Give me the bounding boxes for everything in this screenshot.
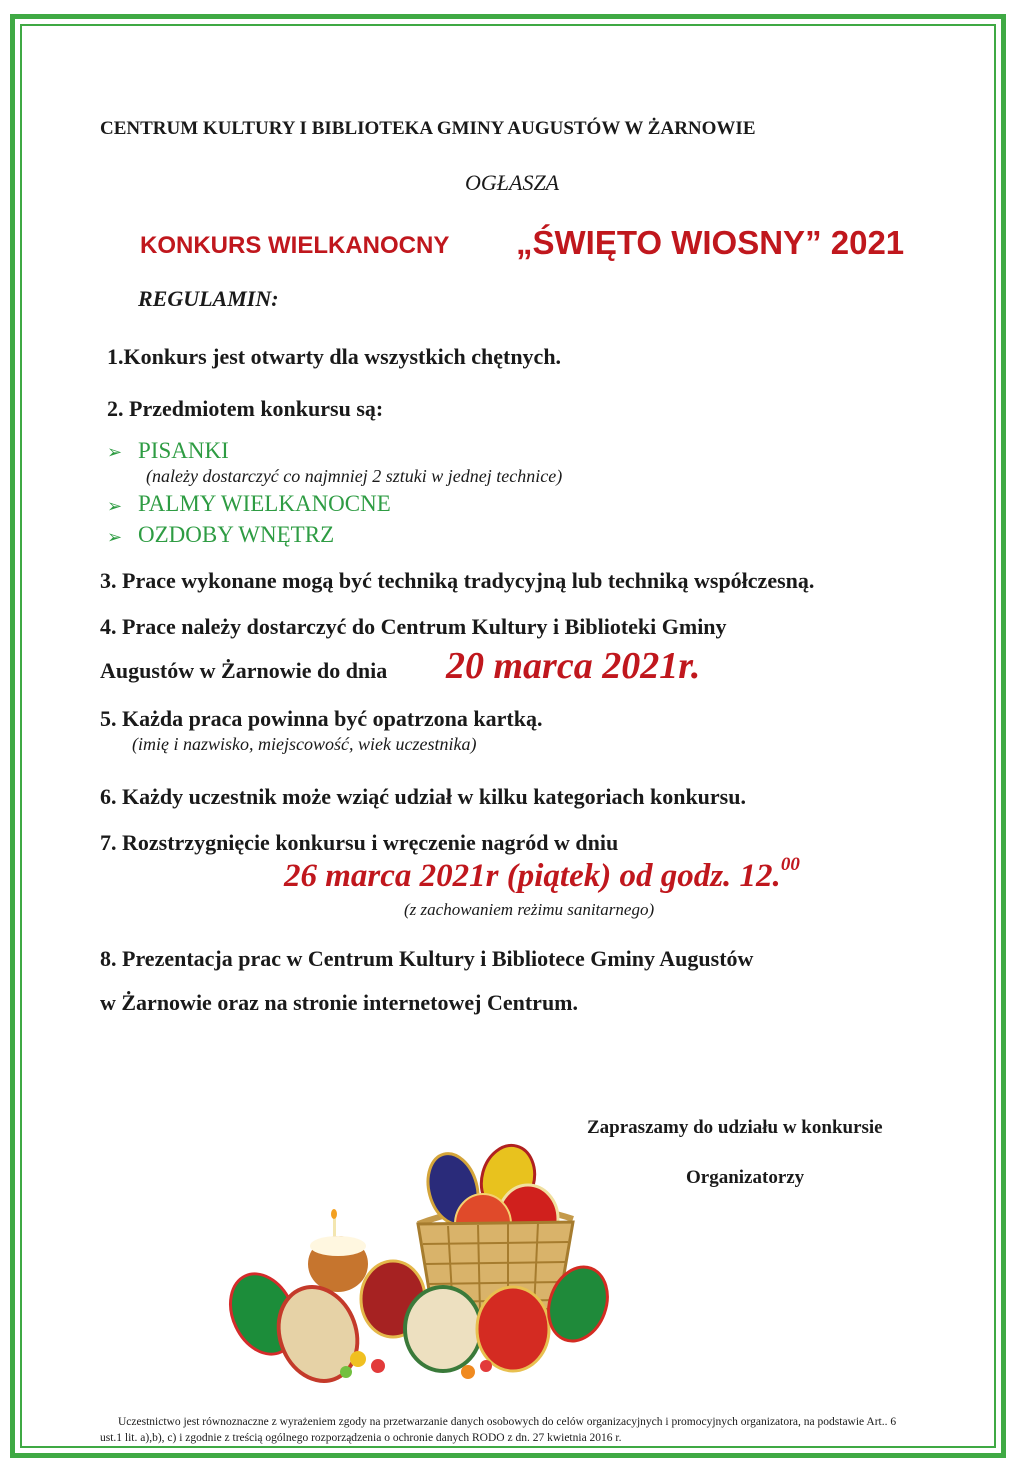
- bullet-arrow-icon: ➢: [107, 496, 123, 516]
- rule-4-line2: Augustów w Żarnowie do dnia: [100, 658, 388, 683]
- category-palmy: PALMY WIELKANOCNE: [138, 491, 391, 516]
- bullet-arrow-icon: ➢: [107, 442, 123, 462]
- regulations-heading: REGULAMIN:: [138, 286, 279, 311]
- award-date-text: 26 marca 2021r (piątek) od godz. 12.: [284, 858, 781, 894]
- rule-5: 5. Każda praca powinna być opatrzona kartką.: [100, 706, 543, 731]
- rule-1: 1.Konkurs jest otwarty dla wszystkich chętnych.: [107, 344, 562, 369]
- rule-8-line2: w Żarnowie oraz na stronie internetowej Centrum.: [100, 990, 579, 1015]
- rule-2: 2. Przedmiotem konkursu są:: [107, 396, 384, 421]
- signature-text: Organizatorzy: [686, 1167, 805, 1188]
- rule-5-note: (imię i nazwisko, miejscowość, wiek uczestnika): [132, 734, 477, 754]
- category-pisanki-note: (należy dostarczyć co najmniej 2 sztuki w jednej technice): [146, 466, 563, 486]
- award-date: [284, 854, 800, 895]
- rule-8-line1: 8. Prezentacja prac w Centrum Kultury i Bibliotece Gminy Augustów: [100, 946, 754, 971]
- invitation-text: Zapraszamy do udziału w konkursie: [587, 1117, 883, 1138]
- footer-consent-note: [100, 1414, 920, 1446]
- contest-title: „ŚWIĘTO WIOSNY” 2021: [516, 224, 905, 261]
- easter-eggs-basket-image: [228, 1134, 618, 1384]
- category-pisanki: PISANKI: [138, 438, 229, 463]
- rule-7-note: (z zachowaniem reżimu sanitarnego): [404, 900, 655, 919]
- organization-name: CENTRUM KULTURY I BIBLIOTEKA GMINY AUGUSTÓW W ŻARNOWIE: [100, 118, 756, 139]
- contest-label: KONKURS WIELKANOCNY: [140, 232, 450, 259]
- category-ozdoby: OZDOBY WNĘTRZ: [138, 522, 335, 547]
- rule-6: 6. Każdy uczestnik może wziąć udział w kilku kategoriach konkursu.: [100, 784, 746, 809]
- rule-7: 7. Rozstrzygnięcie konkursu i wręczenie nagród w dniu: [100, 830, 619, 855]
- footer-consent-text: Uczestnictwo jest równoznaczne z wyrażeniem zgody na przetwarzanie danych osobowych do celów organizacyjnych i promocyjnych organizatora, na podstawie Art.. 6 ust.1 lit. a),b), c) i zgodnie z treścią ogólnego rozporządzenia o ochronie danych RODO z dn. 27 kwietnia 2016 r.: [100, 1416, 897, 1444]
- deadline-date: 20 marca 2021r.: [446, 645, 701, 687]
- rule-4-line1: 4. Prace należy dostarczyć do Centrum Kultury i Biblioteki Gminy: [100, 614, 727, 639]
- rule-3: 3. Prace wykonane mogą być techniką tradycyjną lub techniką współczesną.: [100, 568, 815, 593]
- announces-text: OGŁASZA: [465, 170, 560, 195]
- award-time-minutes: 00: [780, 854, 800, 875]
- bullet-arrow-icon: ➢: [107, 527, 123, 547]
